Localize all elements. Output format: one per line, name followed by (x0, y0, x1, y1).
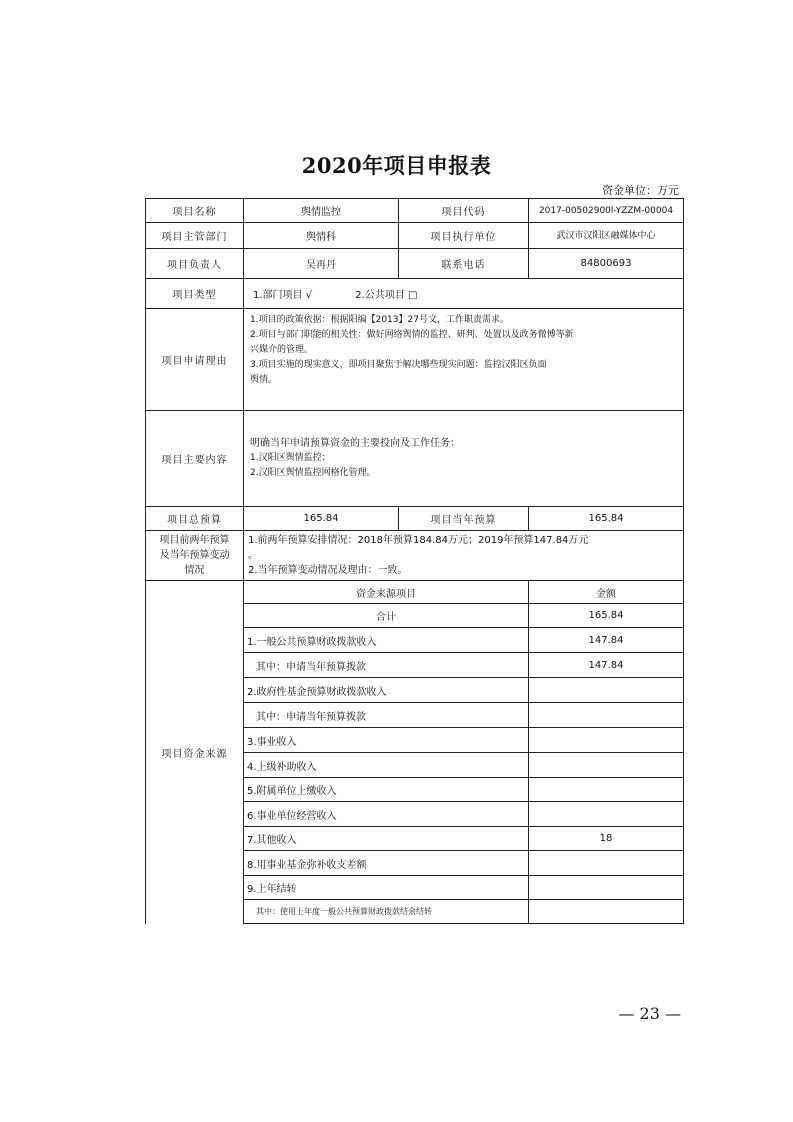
funds-row-name: 其中：申请当年预算拨款 (244, 703, 529, 728)
phone-value: 84800693 (529, 249, 684, 279)
reason-line: 兴媒介的管理。 (250, 345, 314, 355)
current-budget-label: 项目当年预算 (399, 507, 529, 531)
funds-row-amount: 147.84 (529, 653, 684, 678)
funds-row-name: 6.事业单位经营收入 (244, 802, 529, 827)
funds-row-name: 其中：使用上年度一般公共预算财政拨款结余结转 (244, 900, 529, 924)
funds-header-row (146, 581, 684, 604)
funds-row-amount: 165.84 (529, 604, 684, 628)
funds-row-amount: 147.84 (529, 628, 684, 653)
reason-line: 舆情。 (250, 375, 278, 385)
budget-change-line: 1.前两年预算安排情况：2018年预算184.84万元；2019年预算147.84万元 (248, 535, 589, 546)
project-name-value: 舆情监控 (244, 199, 399, 223)
funds-row-name: 合计 (244, 604, 529, 628)
reason-line: 1.项目的政策依据：根据阳编【2013】27号文，工作职责需求。 (250, 315, 509, 325)
budget-change-label-line: 及当年预算变动 (159, 550, 230, 561)
reason-row (146, 309, 684, 411)
project-type-options (244, 279, 684, 309)
content-line: 2.汉阳区舆情监控网格化管理。 (250, 468, 376, 478)
budget-row (146, 507, 684, 531)
budget-change-label-line: 项目前两年预算 (159, 535, 230, 546)
budget-change-label-line: 情况 (184, 565, 205, 576)
project-application-table (145, 198, 684, 924)
content-line: 明确当年申请预算资金的主要投向及工作任务： (250, 438, 460, 449)
project-name-row (146, 199, 684, 223)
funds-row-name: 2.政府性基金预算财政拨款收入 (244, 678, 529, 703)
content-text (244, 411, 684, 507)
total-budget-label: 项目总预算 (146, 507, 244, 531)
funds-row-amount (529, 753, 684, 778)
reason-text (244, 309, 684, 411)
funds-row-name: 1.一般公共预算财政拨款收入 (244, 628, 529, 653)
department-row (146, 223, 684, 249)
content-label: 项目主要内容 (146, 411, 244, 507)
person-value: 吴再丹 (244, 249, 399, 279)
reason-line: 2.项目与部门职能的相关性：做好网络舆情的监控、研判、处置以及政务微博等新 (250, 330, 574, 340)
department-value: 舆情科 (244, 223, 399, 249)
funds-row-name: 9.上年结转 (244, 876, 529, 900)
funds-row-amount (529, 876, 684, 900)
project-name-label: 项目名称 (146, 199, 244, 223)
person-label: 项目负责人 (146, 249, 244, 279)
budget-change-row (146, 531, 684, 581)
funds-row-amount (529, 678, 684, 703)
type-option-public: 2.公共项目 □ (355, 290, 418, 301)
funds-header-source: 资金来源项目 (244, 581, 529, 604)
fund-unit-note: 资金单位：万元 (602, 184, 679, 197)
content-line: 1.汉阳区舆情监控； (250, 453, 331, 463)
budget-change-line: 2.当年预算变动情况及理由：一致。 (248, 565, 408, 576)
project-code-label: 项目代码 (399, 199, 529, 223)
project-type-row (146, 279, 684, 309)
funds-row-amount (529, 703, 684, 728)
budget-change-label (146, 531, 244, 581)
reason-label: 项目申请理由 (146, 309, 244, 411)
page-number: — 23 — (618, 1004, 681, 1023)
budget-change-line: 。 (248, 550, 258, 561)
funds-row-name: 4.上级补助收入 (244, 753, 529, 778)
funds-row-name: 其中：申请当年预算拨款 (244, 653, 529, 678)
content-row (146, 411, 684, 507)
funds-row-name: 5.附属单位上缴收入 (244, 778, 529, 802)
type-option-department: 1.部门项目 √ (253, 290, 313, 301)
funds-row-amount (529, 900, 684, 924)
funds-row-amount (529, 728, 684, 753)
funds-header-amount: 金额 (529, 581, 684, 604)
current-budget-value: 165.84 (529, 507, 684, 531)
project-code-value: 2017-00502900l-YZZM-00004 (529, 199, 684, 223)
department-label: 项目主管部门 (146, 223, 244, 249)
person-row (146, 249, 684, 279)
executing-unit-value: 武汉市汉阳区融媒体中心 (529, 223, 684, 249)
funds-row-amount (529, 802, 684, 827)
page-title: 2020年项目申报表 (301, 153, 492, 178)
funds-row-name: 8.用事业基金弥补收支差额 (244, 851, 529, 876)
funds-row-name: 7.其他收入 (244, 827, 529, 851)
reason-line: 3.项目实施的现实意义，即项目聚焦于解决哪些现实问题：监控汉阳区负面 (250, 360, 547, 370)
executing-unit-label: 项目执行单位 (399, 223, 529, 249)
funds-row-amount (529, 851, 684, 876)
budget-change-text (244, 531, 684, 581)
funds-row-amount: 18 (529, 827, 684, 851)
funds-row-name: 3.事业收入 (244, 728, 529, 753)
funds-row-amount (529, 778, 684, 802)
funds-label: 项目资金来源 (146, 581, 244, 924)
phone-label: 联系电话 (399, 249, 529, 279)
project-type-label: 项目类型 (146, 279, 244, 309)
total-budget-value: 165.84 (244, 507, 399, 531)
